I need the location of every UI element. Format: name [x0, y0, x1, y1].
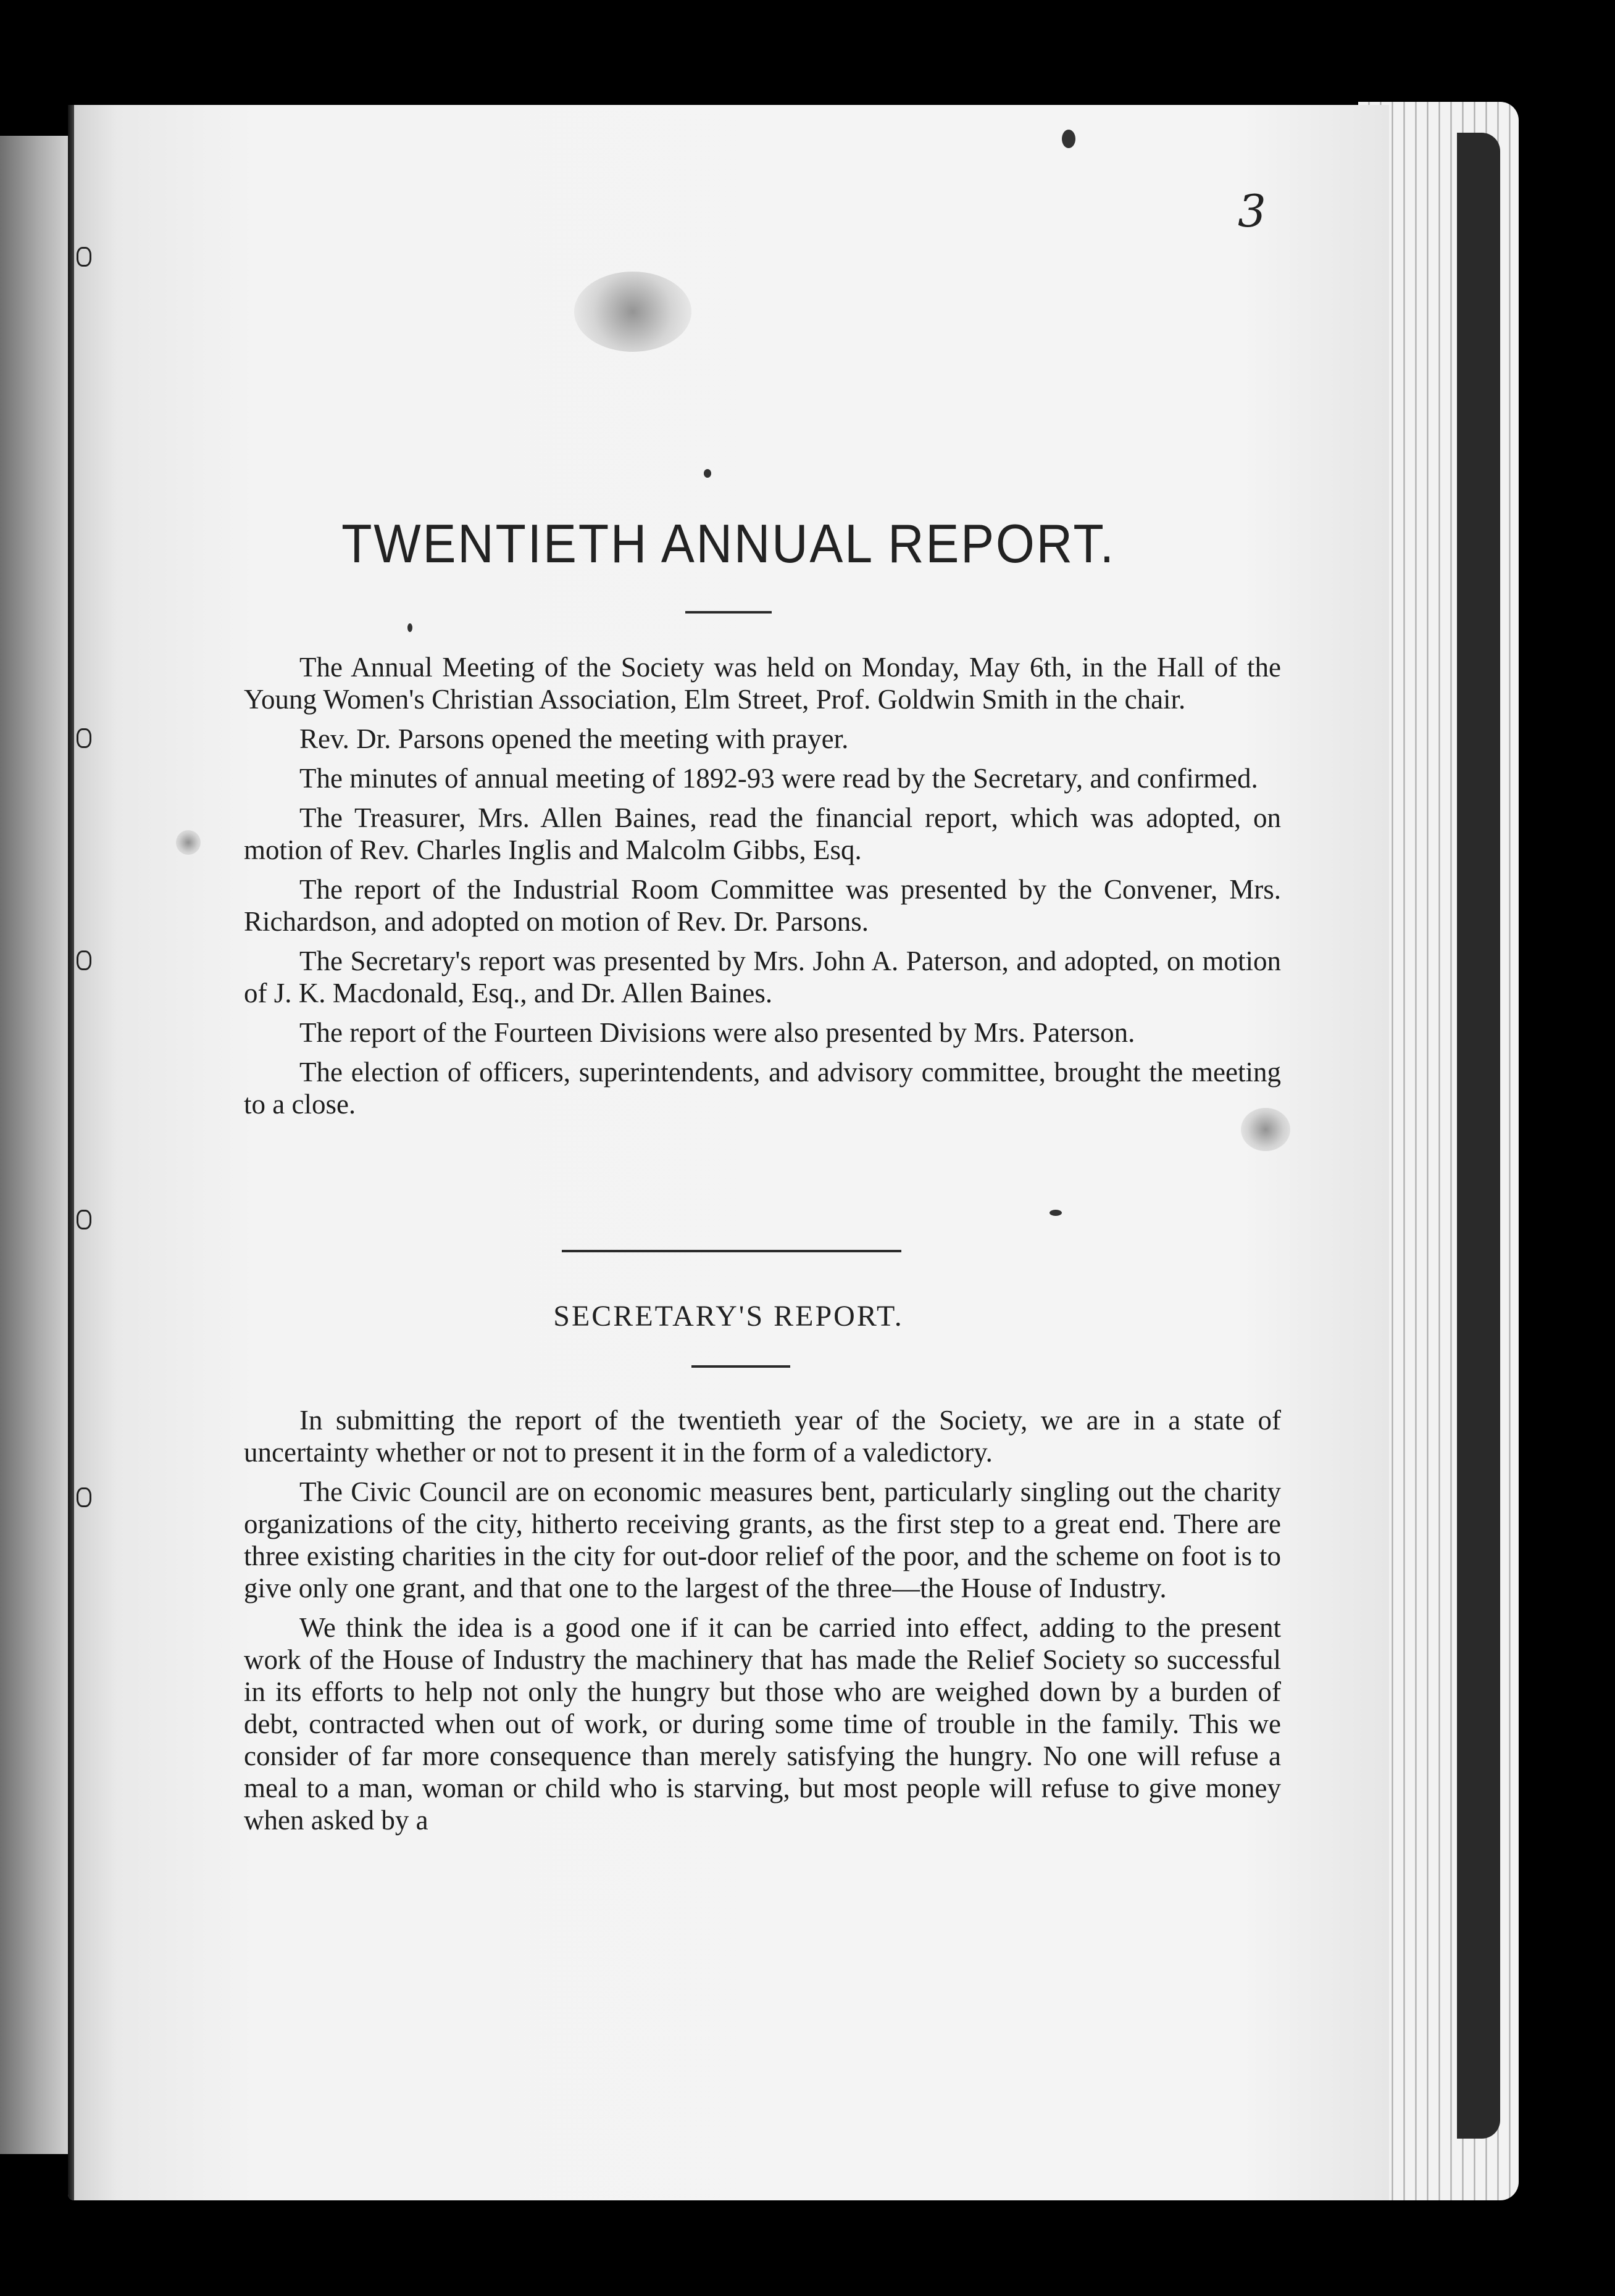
paragraph: The report of the Industrial Room Committee was presented by the Convener, Mrs. Richardson, and adopted on motion of Rev. Dr. Parsons.: [244, 874, 1281, 937]
section-title: SECRETARY'S REPORT.: [553, 1300, 904, 1333]
paragraph: We think the idea is a good one if it can be carried into effect, adding to the present work of the House of Industry the machinery that has made the Relief Society so successful in its efforts to help not only the hungry but those who are weighed down by a burden of debt, contracted when out of work, or during some time of trouble in the family. This we consider of far more consequence than merely satisfying the hungry. No one will refuse a meal to a man, woman or child who is starving, but most people will refuse to give money when asked by a: [244, 1612, 1281, 1836]
binding-stitch: [77, 950, 91, 970]
section-divider: [562, 1250, 901, 1252]
ink-speck: [704, 469, 711, 478]
facing-page-edge: [0, 136, 68, 2154]
title-rule: [685, 611, 772, 614]
binding-stitch: [77, 728, 91, 748]
binding-stitch: [77, 1487, 91, 1507]
paragraph: The Civic Council are on economic measures bent, particularly singling out the charity organizations of the city, hitherto receiving grants, as the first step to a great end. There are three existing charities in the city for out-door relief of the poor, and the scheme on foot is to give only one grant, and that one to the largest of the three—the House of Industry.: [244, 1476, 1281, 1603]
page-number: 3: [1238, 185, 1266, 237]
binding-stitch: [77, 1210, 91, 1229]
book-cover-edge: [1457, 133, 1500, 2139]
annual-meeting-minutes: [244, 651, 1281, 1128]
binding-gutter: [68, 105, 74, 2200]
report-title: TWENTIETH ANNUAL REPORT.: [341, 513, 1116, 574]
ink-speck: [407, 623, 412, 632]
paragraph: The Annual Meeting of the Society was held on Monday, May 6th, in the Hall of the Young Women's Christian Association, Elm Street, Prof. Goldwin Smith in the chair.: [244, 652, 1281, 715]
paragraph: The Treasurer, Mrs. Allen Baines, read the financial report, which was adopted, on motion of Rev. Charles Inglis and Malcolm Gibbs, Esq.: [244, 802, 1281, 865]
paragraph: In submitting the report of the twentieth year of the Society, we are in a state of uncertainty whether or not to present it in the form of a valedictory.: [244, 1405, 1281, 1468]
binding-stitch: [77, 247, 91, 267]
paragraph: The Secretary's report was presented by Mrs. John A. Paterson, and adopted, on motion of J. K. Macdonald, Esq., and Dr. Allen Baines.: [244, 946, 1281, 1009]
ink-speck: [1050, 1210, 1062, 1216]
paragraph: The minutes of annual meeting of 1892-93 were read by the Secretary, and confirmed.: [299, 763, 1258, 794]
ink-smudge: [574, 272, 691, 352]
paragraph: The report of the Fourteen Divisions were also presented by Mrs. Paterson.: [299, 1017, 1135, 1048]
ink-smudge: [176, 830, 201, 855]
document-page: [68, 105, 1389, 2200]
ink-speck: [1062, 130, 1075, 148]
paragraph: The election of officers, superintendents, and advisory committee, brought the meeting to a close.: [244, 1057, 1281, 1120]
paragraph: Rev. Dr. Parsons opened the meeting with prayer.: [299, 723, 849, 754]
section-title-rule: [691, 1365, 790, 1368]
secretary-report-body: [244, 1404, 1281, 1844]
